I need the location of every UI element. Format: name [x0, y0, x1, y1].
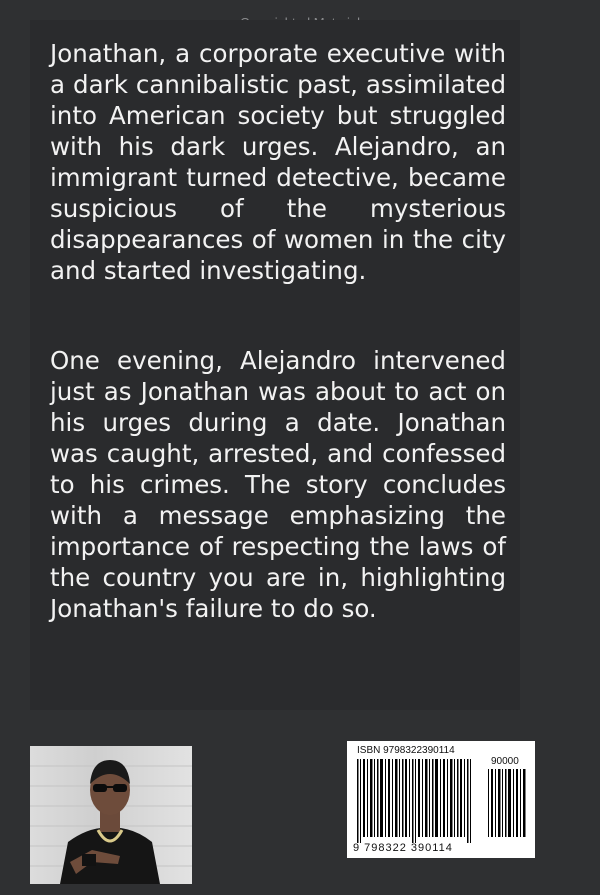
isbn-barcode [347, 741, 535, 858]
price-code: 90000 [491, 756, 519, 767]
author-photo-illustration [30, 746, 192, 884]
blurb-paragraph-1: Jonathan, a corporate executive with a dark cannibalistic past, assimilated into American society but struggled with his dark urges. Alejandro, an immigrant turned detective, became suspicious of the mysterious disappearances of women in the city and started investigating. [50, 39, 506, 285]
isbn-label: ISBN 9798322390114 [357, 745, 455, 756]
barcode-digits: 9 798322 390114 [353, 842, 453, 854]
barcode-bars [347, 741, 535, 858]
blurb-paragraph-2: One evening, Alejandro intervened just as Jonathan was about to act on his urges during a date. Jonathan was caught, arrested, and confessed to his crimes. The story concludes with a message emphasizing the importance of respecting the laws of the country you are in, highlighting Jonathan's failure to do so. [50, 346, 506, 623]
author-photo [30, 746, 192, 884]
